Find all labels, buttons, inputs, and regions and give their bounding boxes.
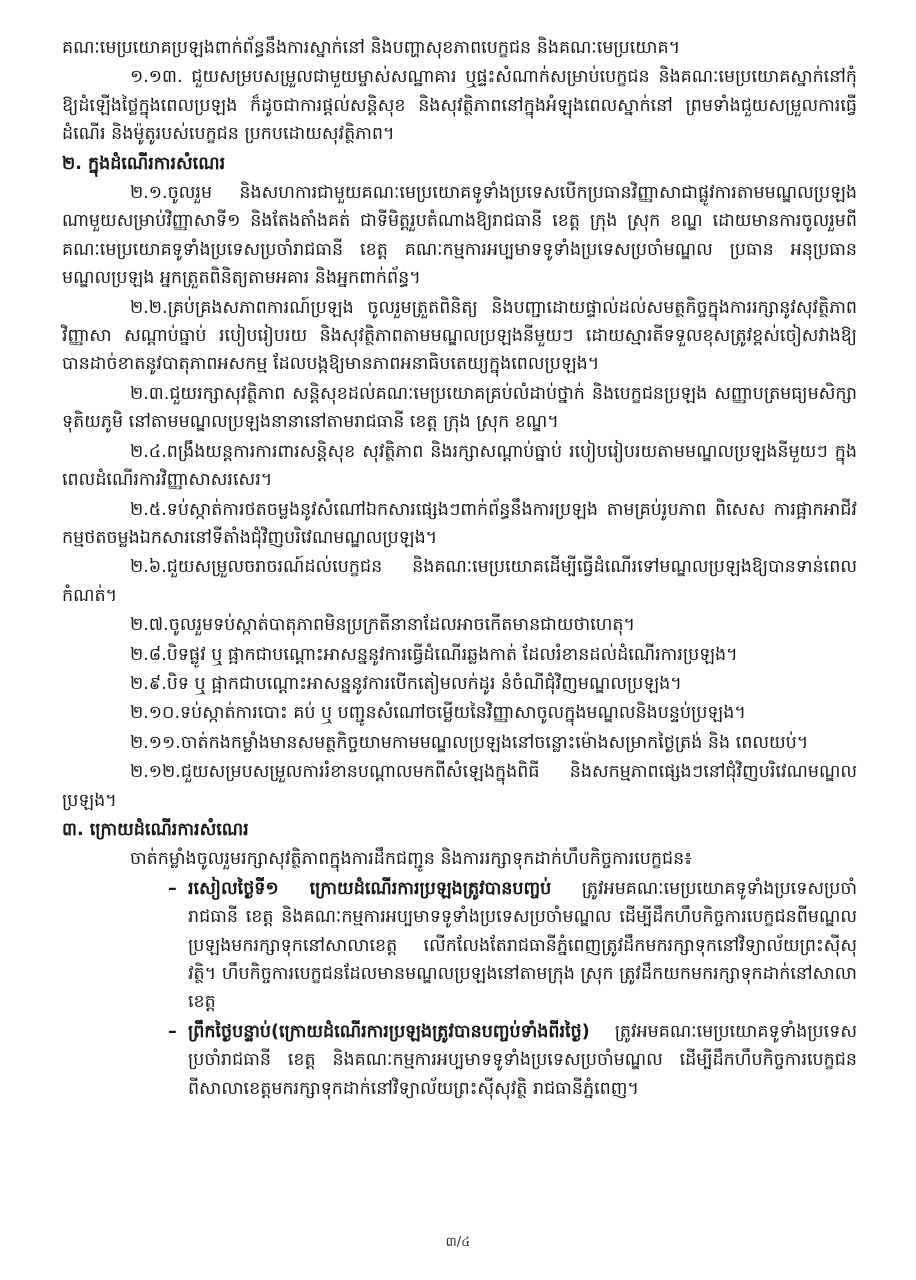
paragraph-continuation: គណៈមេប្រយោគប្រឡងពាក់ព័ន្ធនឹងការស្នាក់នៅ និងបញ្ហាសុខភាពបេក្ខជន និងគណៈមេប្រយោគ។	[62, 38, 681, 58]
bullet-dash: –	[168, 1021, 177, 1042]
bullet-2-bold-lead: ព្រឹកថ្ងៃបន្ទាប់(ក្រោយដំណើរការប្រឡងត្រូវបានបញ្ចប់ទាំងពីរថ្ងៃ)	[188, 1021, 590, 1042]
paragraph-2-2: ២.២.គ្រប់គ្រងសភាពការណ៍ប្រឡង ចូលរួមត្រួតពិនិត្យ និងបញ្ជាដោយផ្ទាល់ដល់សមត្ថកិច្ចក្នុងការរក្សានូវសុវត្ថិភាពវិញ្ញាសា សណ្តាប់ធ្នាប់ របៀបរៀបរយ និងសុវត្ថិភាពតាមមណ្ឌលប្រឡងនីមួយៗ ដោយស្មារតីទទួលខុសត្រូវខ្ពស់ចៀសវាងឱ្យបានដាច់ខាតនូវបាតុភាពអសកម្ម ដែលបង្កឱ្យមានភាពអនាធិបតេយ្យក្នុងពេលប្រឡង។	[62, 297, 857, 375]
bullet-item-1	[62, 875, 857, 1017]
paragraph-2-8: ២.៨.បិទផ្លូវ ឬ ផ្អាកជាបណ្តោះអាសន្ននូវការធ្វើដំណើរឆ្លងកាត់ ដែលរំខានដល់ដំណើរការប្រឡង។	[130, 644, 738, 665]
document-body	[62, 34, 857, 1104]
bullet-dash: –	[168, 878, 177, 899]
paragraph-2-6: ២.៦.ជួយសម្រួលចរាចរណ៍ដល់បេក្ខជន និងគណៈមេប្រយោគដើម្បីធ្វើដំណើរទៅមណ្ឌលប្រឡងឱ្យបានទាន់ពេលកំណត់។	[62, 557, 857, 606]
paragraph-2-5: ២.៥.ទប់ស្កាត់ការថតចម្លងនូវសំណៅឯកសារផ្សេងៗពាក់ព័ន្ធនឹងការប្រឡង តាមគ្រប់រូបភាព ពិសេស ការផ្អាកអាជីវកម្មថតចម្លងឯកសារនៅទីតាំងជុំវិញបរិវេណមណ្ឌលប្រឡង។	[62, 499, 857, 548]
bullet-1-bold-lead: រសៀលថ្ងៃទី១ ក្រោយដំណើរការប្រឡងត្រូវបានបញ្ចប់	[188, 878, 552, 899]
bullet-item-2	[62, 1018, 857, 1103]
paragraph-2-9: ២.៩.បិទ ឬ ផ្អាកជាបណ្តោះអាសន្ននូវការបើកតៀមលក់ដូរ នំចំណីជុំវិញមណ្ឌលប្រឡង។	[130, 673, 682, 694]
paragraph-2-1: ២.១.ចូលរួម និងសហការជាមួយគណៈមេប្រយោគទូទាំងប្រទេសបើកប្រធានវិញ្ញាសាជាផ្លូវការតាមមណ្ឌលប្រឡងណាមួយសម្រាប់វិញ្ញាសាទី១ និងតែងតាំងគត់ ជាទីមិត្តរួបតំណាងឱ្យរាជធានី ខេត្ត ក្រុង ស្រុក ខណ្ឌ ដោយមានការចូលរួមពីគណៈមេប្រយោគទូទាំងប្រទេសប្រចាំរាជធានី ខេត្ត គណៈកម្មការអប្បមាទទូទាំងប្រទេសប្រចាំមណ្ឌល ប្រធាន អនុប្រធានមណ្ឌលប្រឡង អ្នកត្រួតពិនិត្យតាមអគារ និងអ្នកពាក់ព័ន្ធ។	[62, 183, 857, 289]
paragraph-2-7: ២.៧.ចូលរួមទប់ស្កាត់បាតុភាពមិនប្រក្រតីនានាដែលអាចកើតមានជាយថាហេតុ។	[130, 615, 636, 636]
bullet-1-text: ត្រូវអមគណៈមេប្រយោគទូទាំងប្រទេសប្រចាំរាជធានី ខេត្ត និងគណៈកម្មការអប្បមាទទូទាំងប្រទេសប្រចាំមណ្ឌល ដើម្បីដឹកហឹបកិច្ចការបេក្ខជនពីមណ្ឌលប្រឡងមករក្សាទុកនៅសាលាខេត្ត លើកលែងតែរាជធានីភ្នំពេញត្រូវដឹកមករក្សាទុកនៅវិទ្យាល័យព្រះស៊ីសុវត្ថិ។ ហឹបកិច្ចការបេក្ខជនដែលមានមណ្ឌលប្រឡងនៅតាមក្រុង ស្រុក ត្រូវដឹកយកមករក្សាទុកដាក់នៅសាលាខេត្ត	[188, 878, 857, 1013]
paragraph-2-11: ២.១១.ចាត់កងកម្លាំងមានសមត្ថកិច្ចយាមកាមមណ្ឌលប្រឡងនៅចន្លោះម៉ោងសម្រាកថ្ងៃត្រង់ និង ពេលយប់។	[130, 732, 809, 753]
section-heading-2: ២. ក្នុងដំណើរការសំណេរ	[62, 153, 226, 174]
bullet-2-text: ត្រូវអមគណៈមេប្រយោគទូទាំងប្រទេសប្រចាំរាជធានី ខេត្ត និងគណៈកម្មការអប្បមាទទូទាំងប្រទេសប្រចាំមណ្ឌល ដើម្បីដឹកហឹបកិច្ចការបេក្ខជនពីសាលាខេត្តមករក្សាទុកដាក់នៅវិទ្យាល័យព្រះស៊ីសុវត្ថិ រាជធានីភ្នំពេញ។	[188, 1021, 857, 1099]
paragraph-2-3: ២.៣.ជួយរក្សាសុវត្ថិភាព សន្តិសុខដល់គណៈមេប្រយោគគ្រប់លំដាប់ថ្នាក់ និងបេក្ខជនប្រឡង សញ្ញាបត្រមធ្យមសិក្សាទុតិយភូមិ នៅតាមមណ្ឌលប្រឡងនានានៅតាមរាជធានី ខេត្ត ក្រុង ស្រុក ខណ្ឌ។	[62, 383, 857, 433]
paragraph-2-12: ២.១២.ជួយសម្របសម្រួលការរំខានបណ្តាលមកពីសំឡេងក្នុងពិធី និងសកម្មភាពផ្សេងៗនៅជុំវិញបរិវេណមណ្ឌលប្រឡង។	[62, 762, 857, 811]
paragraph-2-10: ២.១០.ទប់ស្កាត់ការបោះ គប់ ឬ បញ្ជូនសំណៅចម្លើយនៃវិញ្ញាសាចូលក្នុងមណ្ឌលនិងបន្ទប់ប្រឡង។	[130, 703, 746, 724]
page-number: ៣/៤	[445, 1235, 471, 1250]
paragraph-1-13: ១.១៣. ជួយសម្របសម្រួលជាមួយម្ចាស់សណ្ឋាគារ ឬផ្ទះសំណាក់សម្រាប់បេក្ខជន និងគណៈមេប្រយោគស្នាក់នៅកុំឱ្យដំឡើងថ្លៃក្នុងពេលប្រឡង ក៏ដូចជាការផ្តល់សន្តិសុខ និងសុវត្ថិភាពនៅក្នុងអំឡុងពេលស្នាក់នៅ ព្រមទាំងជួយសម្រួលការធ្វើដំណើរ និងម៉ូតូរបស់បេក្ខជន ប្រកបដោយសុវត្ថិភាព។	[62, 67, 857, 145]
section-heading-3: ៣. ក្រោយដំណើរការសំណេរ	[62, 819, 249, 840]
paragraph-3-intro: ចាត់កម្លាំងចូលរួមរក្សាសុវត្ថិភាពក្នុងការដឹកជញ្ជូន និងការរក្សាទុកដាក់ហឹបកិច្ចការបេក្ខជន៖	[130, 849, 692, 870]
paragraph-2-4: ២.៤.ពង្រឹងយន្តការការពារសន្តិសុខ សុវត្ថិភាព និងរក្សាសណ្តាប់ធ្នាប់ របៀបរៀបរយតាមមណ្ឌលប្រឡងនីមួយៗ ក្នុងពេលដំណើរការវិញ្ញាសាសរសេរ។	[62, 441, 857, 491]
